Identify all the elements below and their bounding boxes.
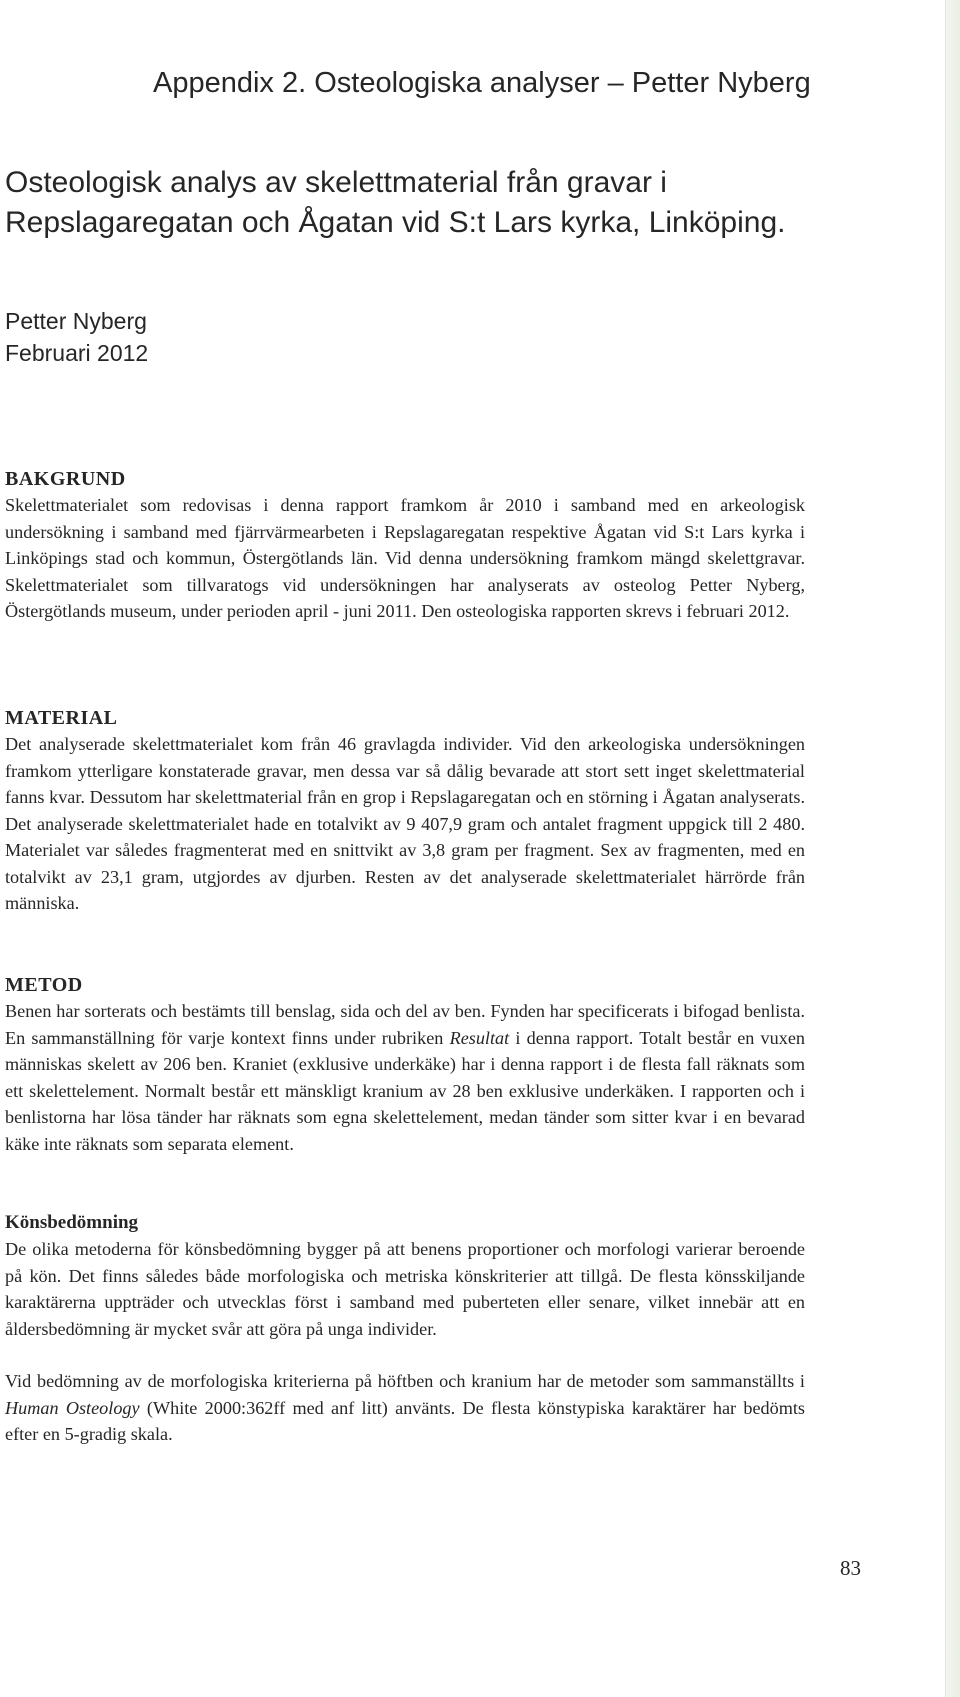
page-number: 83 xyxy=(840,1556,861,1580)
konsbedomning-paragraph-1: De olika metoderna för könsbedömning bygger på att benens proportioner och morfologi varierar beroende på kön. Det finns således både morfologiska och metriska könskriterier att tillgå. De flesta könsskiljande karaktärerna uppträder och utvecklas först i samband med puberteten eller senare, vilket innebär att en åldersbedömning är mycket svår att göra på unga individer. xyxy=(5,1239,805,1339)
kons-text-part1: Vid bedömning av de morfologiska kriterierna på höftben och kranium har de metoder som sammanställts i xyxy=(5,1371,805,1391)
section-metod xyxy=(5,972,805,1157)
kons-italic-human-osteology: Human Osteology xyxy=(5,1397,140,1418)
page-edge-strip xyxy=(945,0,960,1697)
kons-text-part2: (White 2000:362ff med anf litt) använts. De flesta könstypiska karaktärer har bedömts efter en 5-gradig skala. xyxy=(5,1397,805,1444)
section-body-metod xyxy=(5,998,805,1157)
document-title: Osteologisk analys av skelettmaterial från gravar i Repslagaregatan och Ågatan vid S:t Lars kyrka, Linköping. xyxy=(5,166,786,239)
author-block xyxy=(5,305,148,369)
section-body-material: Det analyserade skelettmaterialet kom från 46 gravlagda individer. Vid den arkeologiska undersökningen framkom ytterligare konstaterade gravar, men dessa var så dålig bevarade att stort sett inget skelettmaterial fanns kvar. Dessutom har skelettmaterial från en grop i Repslagaregatan och en störning i Ågatan analyserats. Det analyserade skelettmaterialet hade en totalvikt av 9 407,9 gram och antalet fragment uppgick till 2 480. Materialet var således fragmenterat med en snittvikt av 3,8 gram per fragment. Sex av fragmenten, med en totalvikt av 23,1 gram, utgjordes av djurben. Resten av det analyserade skelettmaterialet härrörde från människa. xyxy=(5,734,805,913)
section-heading-metod: METOD xyxy=(5,974,83,996)
section-heading-material: MATERIAL xyxy=(5,707,118,729)
running-header: Appendix 2. Osteologiska analyser – Petter Nyberg xyxy=(153,67,811,99)
section-heading-bakgrund: BAKGRUND xyxy=(5,468,126,490)
section-body-bakgrund: Skelettmaterialet som redovisas i denna rapport framkom år 2010 i samband med en arkeologisk undersökning i samband med fjärrvärmearbeten i Repslagaregatan respektive Ågatan vid S:t Lars kyrka i Linköpings stad och kommun, Östergötlands län. Vid denna undersökning framkom mängd skelettgravar. Skelettmaterialet som tillvaratogs vid undersökningen har analyserats av osteolog Petter Nyberg, Östergötlands museum, under perioden april - juni 2011. Den osteologiska rapporten skrevs i februari 2012. xyxy=(5,495,805,621)
metod-italic-resultat: Resultat xyxy=(449,1027,510,1048)
metod-text-part2: i denna rapport. Totalt består en vuxen människas skelett av 206 ben. Kraniet (exklusive underkäke) har i denna rapport i de flesta fall räknats som ett skelettelement. Normalt består ett mänskligt kranium av 28 ben exklusive underkäken. I rapporten och i benlistorna har lösa tänder har räknats som egna skelettelement, medan tänder som sitter kvar i en bevarad käke inte räknats som separata element. xyxy=(5,1027,806,1154)
author-name: Petter Nyberg xyxy=(5,308,147,334)
report-date: Februari 2012 xyxy=(5,340,149,366)
konsbedomning-paragraph-2 xyxy=(5,1368,805,1448)
subsection-heading-konsbedomning: Könsbedömning xyxy=(5,1212,139,1233)
section-bakgrund xyxy=(5,466,805,625)
section-konsbedomning xyxy=(5,1210,805,1448)
metod-text-part1: Benen har sorterats och bestämts till benslag, sida och del av ben. Fynden har specificerats i bifogad benlista. En sammanställning för varje kontext finns under rubriken xyxy=(5,1001,805,1048)
section-material xyxy=(5,705,805,917)
